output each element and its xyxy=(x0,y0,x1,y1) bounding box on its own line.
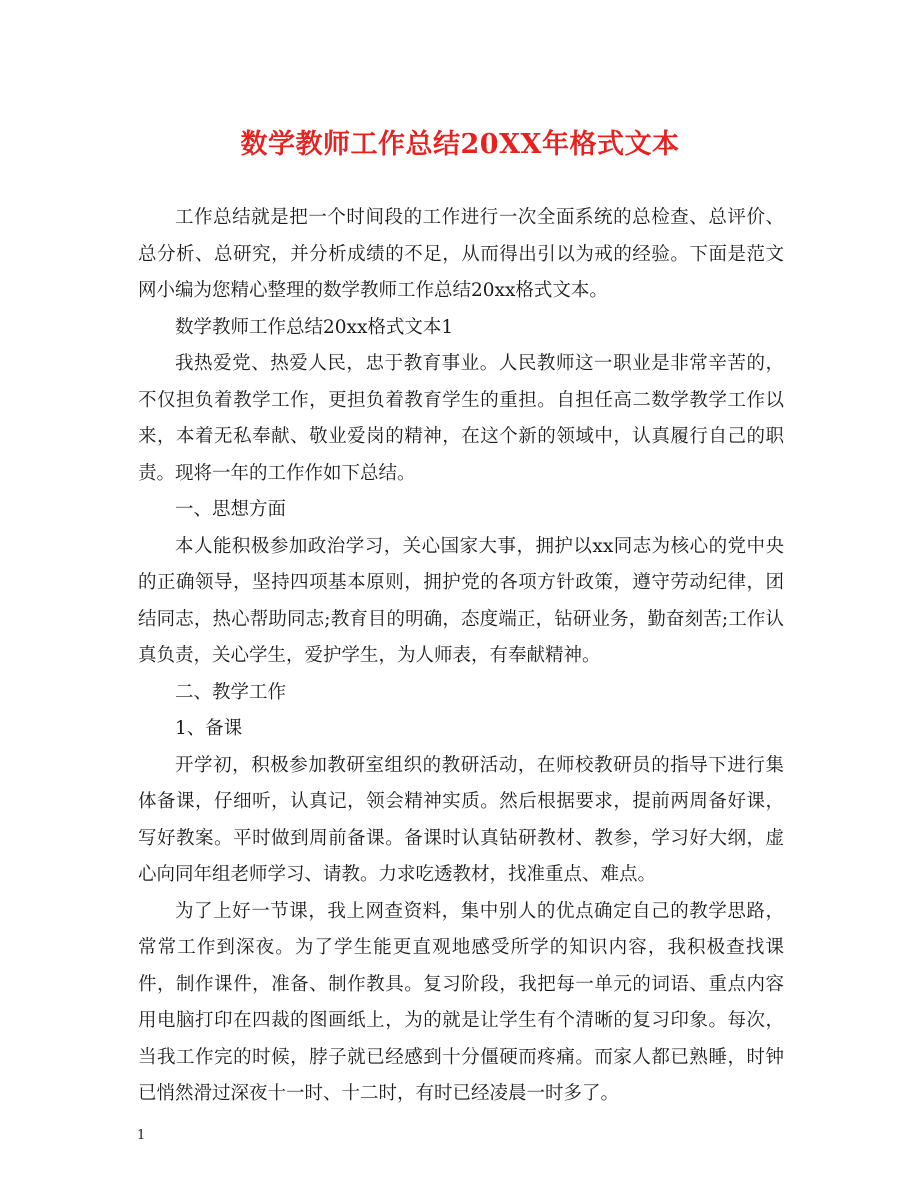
paragraph-prep: 开学初，积极参加教研室组织的教研活动，在师校教研员的指导下进行集体备课，仔细听，认真记，领会精神实质。然后根据要求，提前两周备好课，写好教案。平时做到周前备课。备课时认真钻研教材、教参，学习好大纲，虚心向同年组老师学习、请教。力求吃透教材，找准重点、难点。 xyxy=(138,754,784,885)
page-number: 1 xyxy=(137,1128,146,1143)
document-title: 数学教师工作总结20XX年格式文本 xyxy=(240,129,680,160)
subsection-heading-prep: 1、备课 xyxy=(175,718,243,739)
section-heading-thought: 一、思想方面 xyxy=(175,499,287,520)
paragraph-thought: 本人能积极参加政治学习，关心国家大事，拥护以xx同志为核心的党中央的正确领导，坚持四项基本原则，拥护党的各项方针政策，遵守劳动纪律，团结同志，热心帮助同志;教育目的明确，态度端正，钻研业务，勤奋刻苦;工作认真负责，关心学生，爱护学生，为人师表，有奉献精神。 xyxy=(138,535,784,666)
paragraph-intro: 工作总结就是把一个时间段的工作进行一次全面系统的总检查、总评价、总分析、总研究，并分析成绩的不足，从而得出引以为戒的经验。下面是范文网小编为您精心整理的数学教师工作总结20xx格式文本。 xyxy=(138,207,784,301)
section-heading-teaching: 二、教学工作 xyxy=(175,681,287,703)
document-body xyxy=(138,200,784,1113)
section-heading-text-1: 数学教师工作总结20xx格式文本1 xyxy=(175,316,454,338)
paragraph-overview: 我热爱党、热爱人民，忠于教育事业。人民教师这一职业是非常辛苦的，不仅担负着教学工作，更担负着教育学生的重担。自担任高二数学教学工作以来，本着无私奉献、敬业爱岗的精神，在这个新的领域中，认真履行自己的职责。现将一年的工作作如下总结。 xyxy=(138,353,784,484)
paragraph-lesson: 为了上好一节课，我上网查资料，集中别人的优点确定自己的教学思路，常常工作到深夜。为了学生能更直观地感受所学的知识内容，我积极查找课件，制作课件，准备、制作教具。复习阶段，我把每一单元的词语、重点内容用电脑打印在四裁的图画纸上，为的就是让学生有个清晰的复习印象。每次，当我工作完的时候，脖子就已经感到十分僵硬而疼痛。而家人都已熟睡，时钟已悄然滑过深夜十一时、十二时，有时已经凌晨一时多了。 xyxy=(138,900,784,1104)
